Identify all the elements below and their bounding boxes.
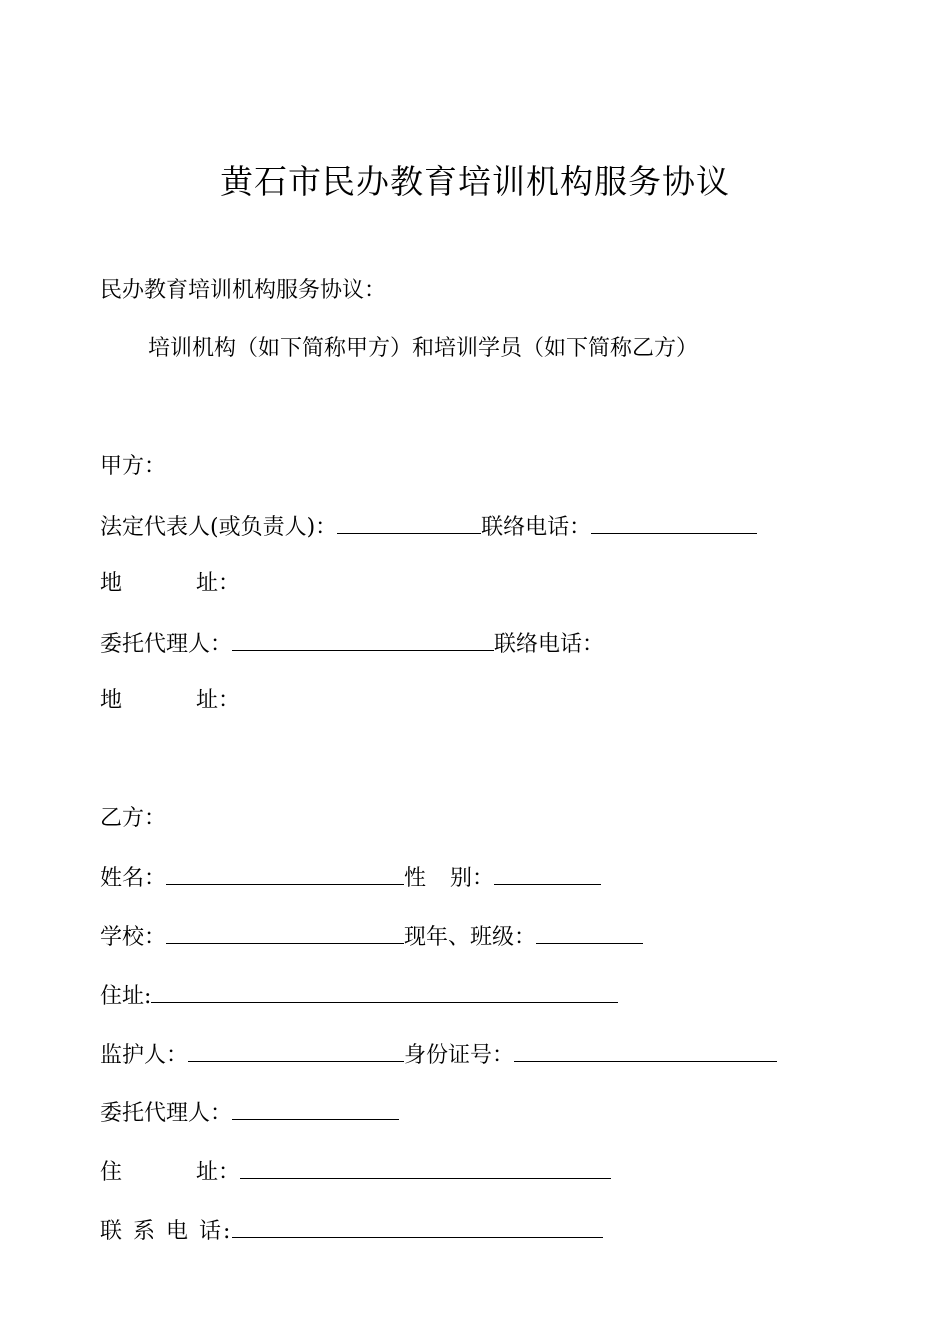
- id-number-blank[interactable]: [514, 1039, 777, 1062]
- contact-phone-blank[interactable]: [232, 1215, 603, 1238]
- party-b-school-row: [100, 921, 643, 951]
- grade-label: 现年、班级：: [404, 925, 537, 950]
- grade-blank[interactable]: [536, 921, 643, 944]
- address-label-char-1: 地: [100, 571, 123, 596]
- name-blank[interactable]: [166, 862, 404, 885]
- contact-phone-label: 联 系 电 话:: [100, 1219, 233, 1244]
- party-b-address-row: [100, 980, 618, 1010]
- legal-rep-phone-blank[interactable]: [591, 511, 757, 534]
- guardian-blank[interactable]: [188, 1039, 404, 1062]
- agent-phone-label: 联络电话：: [494, 632, 605, 657]
- intro-heading: 民办教育培训机构服务协议：: [100, 278, 387, 303]
- party-b-heading: 乙方：: [100, 806, 167, 831]
- school-blank[interactable]: [166, 921, 404, 944]
- parties-line: 培训机构（如下简称甲方）和培训学员（如下简称乙方）: [148, 336, 699, 361]
- gender-label-char-1: 性: [404, 866, 427, 891]
- residence-label-char-2: 址：: [196, 1160, 241, 1185]
- party-a-legal-rep-row: [100, 511, 757, 541]
- name-label: 姓名：: [100, 866, 167, 891]
- legal-rep-phone-label: 联络电话：: [481, 515, 592, 540]
- guardian-label: 监护人：: [100, 1043, 189, 1068]
- legal-rep-label: 法定代表人(或负责人)：: [100, 515, 338, 540]
- document-title: 黄石市民办教育培训机构服务协议: [220, 162, 730, 201]
- party-a-agent-row: [100, 628, 604, 658]
- agent-label: 委托代理人：: [100, 1101, 233, 1126]
- address-label-char-2: 址：: [196, 571, 241, 596]
- party-b-agent-row: [100, 1097, 399, 1127]
- school-label: 学校：: [100, 925, 167, 950]
- legal-rep-blank[interactable]: [337, 511, 481, 534]
- agent-blank[interactable]: [232, 628, 494, 651]
- party-b-contact-row: [100, 1215, 603, 1245]
- party-b-residence-row: [100, 1156, 611, 1186]
- address-label-char-2: 址：: [196, 688, 241, 713]
- address-label-char-1: 地: [100, 688, 123, 713]
- party-a-address-row-1: [100, 569, 240, 599]
- party-a-heading: 甲方：: [100, 454, 167, 479]
- id-number-label: 身份证号：: [404, 1043, 515, 1068]
- gender-blank[interactable]: [494, 862, 601, 885]
- address-label: 住址:: [100, 984, 152, 1009]
- gender-label-char-2: 别：: [450, 866, 495, 891]
- party-b-guardian-row: [100, 1039, 777, 1069]
- party-a-address-row-2: [100, 686, 240, 716]
- address-blank[interactable]: [151, 980, 618, 1003]
- agent-blank[interactable]: [232, 1097, 399, 1120]
- residence-label-char-1: 住: [100, 1160, 123, 1185]
- party-b-name-row: [100, 862, 601, 892]
- residence-blank[interactable]: [240, 1156, 611, 1179]
- agent-label: 委托代理人：: [100, 632, 233, 657]
